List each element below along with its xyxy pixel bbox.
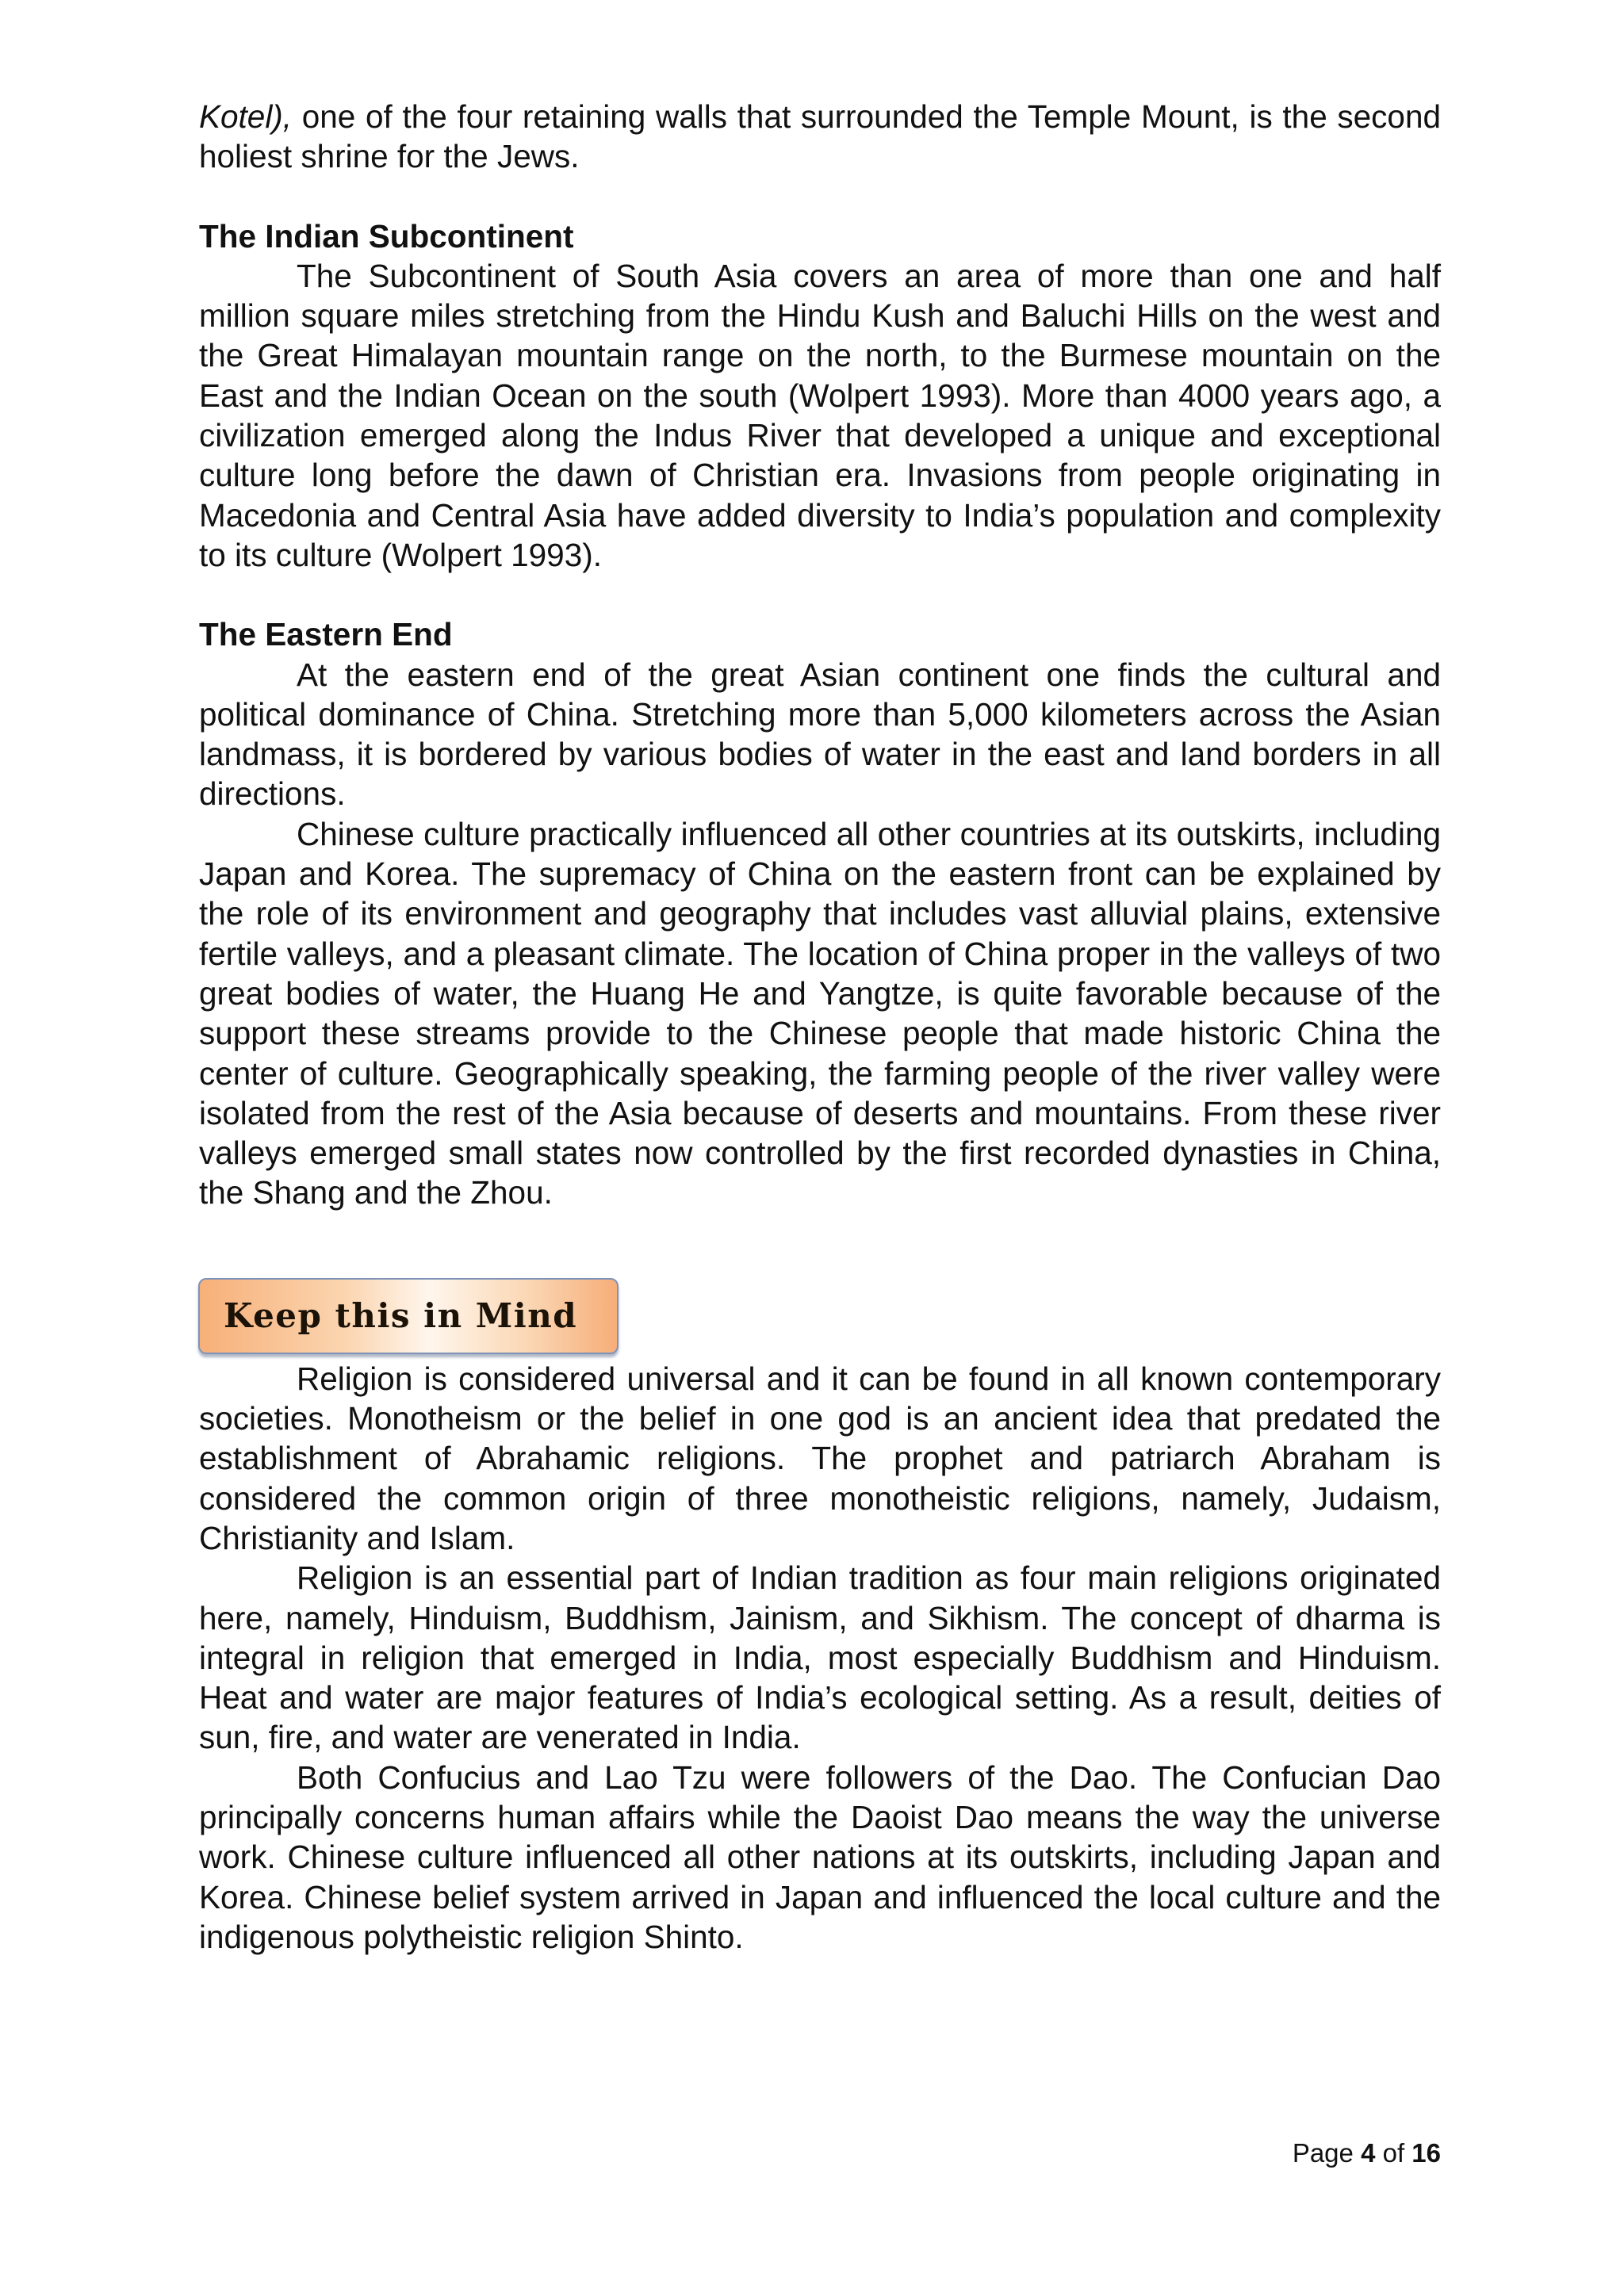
intro-italic-lead: Kotel), xyxy=(199,98,293,135)
section-spacer xyxy=(199,575,1441,614)
section-heading-indian-subcontinent: The Indian Subcontinent xyxy=(199,217,574,254)
document-page xyxy=(199,97,1441,1957)
eastern-end-paragraph-2: Chinese culture practically influenced all other countries at its outskirts, including Japan and Korea. The supremacy of China on the eastern front can be explained by the role of its environment and geography that includes vast alluvial plains, extensive fertile valleys, and a pleasant climate. The location of China proper in the valleys of two great bodies of water, the Huang He and Yangtze, is quite favorable because of the support these streams provide to the Chinese people that made historic China the center of culture. Geographically speaking, the farming people of the river valley were isolated from the rest of the Asia because of deserts and mountains. From these river valleys emerged small states now controlled by the first recorded dynasties in China, the Shang and the Zhou. xyxy=(199,815,1441,1211)
footer-total-pages: 16 xyxy=(1411,2138,1441,2168)
eastern-end-paragraph-1: At the eastern end of the great Asian continent one finds the cultural and political dominance of China. Stretching more than 5,000 kilometers across the Asian landmass, it is bordered by various bodies of water in the east and land borders in all directions. xyxy=(199,656,1441,813)
page-footer xyxy=(1293,2137,1441,2169)
keep-in-mind-banner xyxy=(198,1278,619,1354)
footer-of-word: of xyxy=(1375,2138,1412,2168)
callout-container xyxy=(199,1213,1441,1359)
keep-in-mind-paragraph-3: Both Confucius and Lao Tzu were followers of the Dao. The Confucian Dao principally concerns human affairs while the Daoist Dao means the way the universe work. Chinese culture influenced all other nations at its outskirts, including Japan and Korea. Chinese belief system arrived in Japan and influenced the local culture and the indigenous polytheistic religion Shinto. xyxy=(199,1758,1441,1955)
intro-text: one of the four retaining walls that surrounded the Temple Mount, is the second holiest shrine for the Jews. xyxy=(199,98,1441,175)
footer-page-number: 4 xyxy=(1361,2138,1376,2168)
footer-page-word: Page xyxy=(1292,2138,1362,2168)
keep-in-mind-label: Keep this in Mind xyxy=(224,1295,578,1335)
section-spacer xyxy=(199,177,1441,216)
section-heading-eastern-end: The Eastern End xyxy=(199,616,453,653)
intro-paragraph xyxy=(199,97,1441,177)
indian-subcontinent-paragraph: The Subcontinent of South Asia covers an area of more than one and half million square miles stretching from the Hindu Kush and Baluchi Hills on the west and the Great Himalayan mountain range on the north, to the Burmese mountain on the East and the Indian Ocean on the south (Wolpert 1993). More than 4000 years ago, a civilization emerged along the Indus River that developed a unique and exceptional culture long before the dawn of Christian era. Invasions from people originating in Macedonia and Central Asia have added diversity to India’s population and complexity to its culture (Wolpert 1993). xyxy=(199,257,1441,573)
keep-in-mind-paragraph-1: Religion is considered universal and it can be found in all known contemporary societies. Monotheism or the belief in one god is an ancient idea that predated the establishment of Abrahamic religions. The prophet and patriarch Abraham is considered the common origin of three monotheistic religions, namely, Judaism, Christianity and Islam. xyxy=(199,1360,1441,1556)
keep-in-mind-paragraph-2: Religion is an essential part of Indian tradition as four main religions originated here, namely, Hinduism, Buddhism, Jainism, and Sikhism. The concept of dharma is integral in religion that emerged in India, most especially Buddhism and Hinduism. Heat and water are major features of India’s ecological setting. As a result, deities of sun, fire, and water are venerated in India. xyxy=(199,1559,1441,1756)
